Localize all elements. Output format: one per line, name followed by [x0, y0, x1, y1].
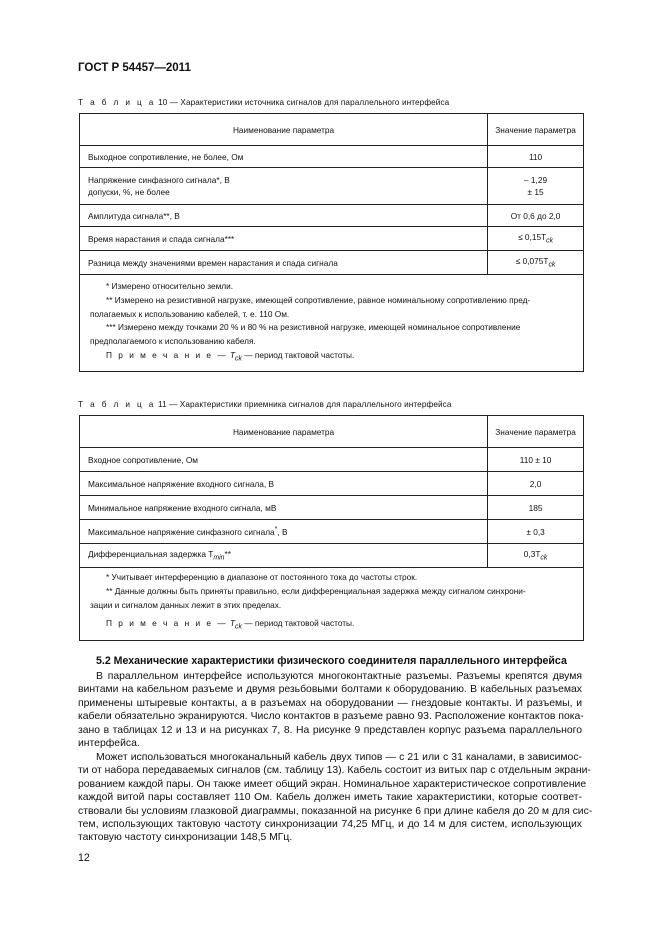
table10-remark-prefix: П р и м е ч а н и е — — [106, 349, 228, 360]
table10-note3: полагаемых к использованию кабелей, т. е. 110 Ом. — [90, 308, 290, 319]
table-row — [80, 544, 584, 568]
table10-row4-param: Время нарастания и спада сигнала*** — [80, 227, 488, 251]
table10-header-param: Наименование параметра — [80, 114, 488, 146]
table11-note3: зации и сигналом данных лежит в этих пределах. — [90, 599, 282, 610]
table11-note2: ** Данные должны быть приняты правильно, если дифференциальная задержка между сигналом синхрони- — [106, 585, 526, 596]
table11-remark-prefix: П р и м е ч а н и е — — [106, 618, 228, 629]
paragraph-line: ствовали бы условиям глазковой диаграммы, показанной на рисунке 6 при длине кабеля до 20 м для сис- — [78, 805, 593, 817]
table10-remark-sub: ck — [235, 355, 242, 363]
table10-caption-text: 10 — Характеристики источника сигналов для параллельного интерфейса — [158, 98, 450, 107]
paragraph-line: каждой витой пары составляет 110 Ом. Кабель должен иметь такие характеристики, которые соответ- — [78, 792, 582, 804]
table11-caption-text: 11 — Характеристики приемника сигналов для параллельного интерфейса — [158, 400, 452, 409]
table10-remark — [90, 349, 573, 366]
table10-notes-row — [80, 275, 584, 372]
table11-row1-value: 110 ± 10 — [488, 448, 584, 472]
table-row — [80, 227, 584, 251]
table10-remark-t: T — [229, 349, 236, 360]
paragraph-line: винтами на кабельном разъеме и двумя резьбовыми болтами к оборудованию. В кабельных разъемах — [78, 684, 582, 696]
table10-caption — [78, 98, 449, 107]
paragraph-line: ти от набора передаваемых сигналов (см. таблицу 13). Кабель состоит из витых пар с отдельным экрани- — [78, 765, 591, 777]
table11-remark-text: — период тактовой частоты. — [244, 618, 355, 629]
paragraph-line: применены штыревые контакты, а в разъемах на оборудовании — гнездовые контакты. И разъемы, и — [78, 697, 582, 709]
table10-note5: предполагаемого к использованию кабеля. — [90, 336, 256, 347]
table11-caption-prefix: Т а б л и ц а — [78, 400, 156, 409]
document-header: ГОСТ Р 54457—2011 — [78, 62, 191, 74]
table11-caption — [78, 400, 452, 409]
paragraph-line: интерфейса. — [78, 738, 140, 750]
paragraph-line: кабели обязательно экранируются. Число контактов в разъеме равно 93. Расположение контактов пока- — [78, 711, 584, 723]
table-row — [80, 448, 584, 472]
table10-remark-text: — период тактовой частоты. — [244, 349, 355, 360]
table-row — [80, 496, 584, 520]
table-row — [80, 251, 584, 275]
section-paragraph-2 — [78, 751, 593, 845]
paragraph-line: тактовую частоту синхронизации 148,5 МГц. — [78, 832, 293, 844]
paragraph-line: Может использоваться многоканальный кабель двух типов — с 21 или с 31 каналами, в зависимос- — [96, 752, 582, 763]
table11-row4-tail: , В — [277, 526, 288, 537]
table-row — [80, 205, 584, 227]
section-title: 5.2 Механические характеристики физического соединителя параллельного интерфейса — [96, 655, 567, 667]
table10-row5-value: ≤ 0,075T — [515, 256, 549, 267]
table11-note1: * Учитывает интерференцию в диапазоне от постоянного тока до частоты строк. — [106, 572, 418, 582]
table-row — [80, 472, 584, 496]
table10-note2: ** Измерено на резистивной нагрузке, имеющей сопротивление, равное номинальному сопротивлению пред- — [106, 294, 531, 305]
paragraph-line: тем, использующих тактовую частоту синхронизации 74,25 МГц, и до 14 м для систем, использующих — [78, 819, 582, 831]
paragraph-line: зано в таблицах 12 и 13 и на рисунках 7, 8. На рисунке 9 представлен корпус разъема параллельного — [78, 724, 582, 736]
table10-row1-value: 110 — [488, 146, 584, 168]
paragraph-line: рованием каждой пары. Он также имеет общий экран. Номинальное характеристическое сопротивление — [78, 778, 587, 790]
paragraph-line: В параллельном интерфейсе используются многоконтактные разъемы. Разъемы крепятся двумя — [96, 671, 582, 682]
table10-row5-sub: ck — [548, 261, 556, 269]
table11-remark — [90, 617, 573, 634]
table11-row5-sub: min — [213, 554, 225, 562]
table11-row2-value: 2,0 — [488, 472, 584, 496]
table10-row2-value2: ± 15 — [527, 187, 544, 197]
table11 — [79, 415, 584, 641]
table11-header-param: Наименование параметра — [80, 416, 488, 448]
table10-row2-value: – 1,29 — [524, 175, 548, 185]
table11-header-value: Значение параметра — [488, 416, 584, 448]
table10-row3-value: От 0,6 до 2,0 — [488, 205, 584, 227]
page-number: 12 — [78, 852, 90, 864]
table11-row1-param: Входное сопротивление, Ом — [80, 448, 488, 472]
table11-row4-sup: * — [274, 526, 278, 534]
section-paragraph-1 — [78, 670, 582, 750]
table11-row5-value-sub: ck — [540, 554, 548, 562]
table-row — [80, 520, 584, 544]
table11-row3-param: Минимальное напряжение входного сигнала, мВ — [80, 496, 488, 520]
table10-row3-param: Амплитуда сигнала**, В — [80, 205, 488, 227]
table11-row2-param: Максимальное напряжение входного сигнала, В — [80, 472, 488, 496]
table10-row2-param2: допуски, %, не более — [88, 187, 170, 197]
table10-row2-param: Напряжение синфазного сигнала*, В — [88, 175, 230, 185]
table11-remark-sub: ck — [235, 624, 242, 632]
table11-remark-t: T — [229, 618, 236, 629]
table11-notes-row — [80, 568, 584, 641]
table10-row4-sub: ck — [546, 237, 554, 245]
table10-caption-prefix: Т а б л и ц а — [78, 98, 156, 107]
table10-row5-param: Разница между значениями времен нарастания и спада сигнала — [80, 251, 488, 275]
table10-row1-param: Выходное сопротивление, не более, Ом — [80, 146, 488, 168]
table11-row3-value: 185 — [488, 496, 584, 520]
table11-row4-value: ± 0,3 — [488, 520, 584, 544]
table11-row4-param: Максимальное напряжение синфазного сигнала — [88, 526, 275, 537]
table11-row5-param: Дифференциальная задержка T — [88, 549, 214, 560]
table10-row4-value: ≤ 0,15T — [518, 232, 547, 243]
table10-note1: * Измерено относительно земли. — [106, 281, 234, 291]
table10-header-value: Значение параметра — [488, 114, 584, 146]
table11-row5-value: 0,3T — [523, 549, 541, 560]
table-row — [80, 146, 584, 168]
table-row — [80, 168, 584, 205]
table11-row5-tail: ** — [224, 549, 231, 560]
table10-note4: *** Измерено между точками 20 % и 80 % на резистивной нагрузке, имеющей номинальное сопротивление — [106, 322, 521, 333]
table10 — [79, 113, 584, 372]
